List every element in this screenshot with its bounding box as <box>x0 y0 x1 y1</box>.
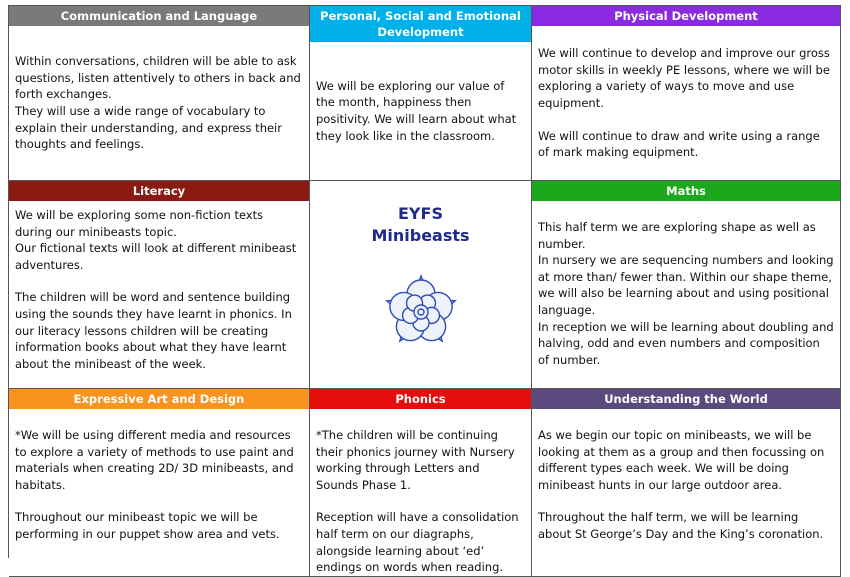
world-cell <box>532 389 841 577</box>
maths-text-1: This half term we are exploring shape as well as number. <box>538 220 816 251</box>
expressive-title: Expressive Art and Design <box>9 389 309 409</box>
phonics-text-1: *The children will be continuing their phonics journey with Nursery working through Letters and Sounds Phase 1. <box>316 428 515 492</box>
literacy-cell <box>9 181 310 389</box>
maths-cell <box>532 181 841 389</box>
communication-body <box>9 26 309 180</box>
pse-cell <box>310 6 532 181</box>
tudor-rose-icon <box>381 271 461 351</box>
communication-text-1: Within conversations, children will be able to ask questions, listen attentively to others in back and forth exchanges. <box>15 54 301 102</box>
communication-text-2: They will use a wide range of vocabulary to explain their understanding, and express their thoughts and feelings. <box>15 104 282 152</box>
expressive-cell <box>9 389 310 577</box>
world-body <box>532 409 840 576</box>
literacy-text-2: Our fictional texts will look at different minibeast adventures. <box>15 241 297 272</box>
physical-title: Physical Development <box>532 6 840 26</box>
expressive-body <box>9 409 309 576</box>
expressive-text-1: *We will be using different media and resources to explore a variety of methods to use paint and materials when creating 2D/ 3D minibeasts, and habitats. <box>15 428 294 492</box>
communication-title: Communication and Language <box>9 6 309 26</box>
phonics-text-2: Reception will have a consolidation half term on our diagraphs, alongside learning about ‘ed’ endings on words when reading. <box>316 510 519 575</box>
physical-text-2: We will continue to draw and write using a range of mark making equipment. <box>538 128 820 160</box>
pse-body <box>310 42 531 180</box>
topic-grid <box>8 5 841 575</box>
pse-title: Personal, Social and Emotional Development <box>310 6 531 42</box>
center-heading <box>371 203 469 247</box>
eyfs-label: EYFS <box>398 204 443 223</box>
maths-title: Maths <box>532 181 840 201</box>
topic-label: Minibeasts <box>371 226 470 245</box>
world-text-1: As we begin our topic on minibeasts, we will be looking at them as a group and then focussing on different types each week. We will be doing minibeast hunts in our large outdoor area. <box>538 428 825 492</box>
physical-text-1: We will continue to develop and improve our gross motor skills in weekly PE lessons, where we will be exploring a variety of ways to move and use equipment. <box>538 46 830 110</box>
literacy-title: Literacy <box>9 181 309 201</box>
maths-text-2: In nursery we are sequencing numbers and looking at more than/ fewer than. Within our shape theme, we will also be learning about and using positional language. <box>538 253 834 317</box>
physical-body <box>532 26 840 180</box>
world-title: Understanding the World <box>532 389 840 409</box>
phonics-body <box>310 409 531 576</box>
literacy-text-1: We will be exploring some non-fiction texts during our minibeasts topic. <box>15 208 264 239</box>
literacy-text-3: The children will be word and sentence building using the sounds they have learnt in phonics. In our literacy lessons children will be creating information books about what they have learnt about the minibeast of the week. <box>15 290 292 371</box>
expressive-text-2: Throughout our minibeast topic we will be performing in our puppet show area and vets. <box>15 510 280 541</box>
maths-body <box>532 201 840 388</box>
phonics-title: Phonics <box>310 389 531 409</box>
world-text-2: Throughout the half term, we will be learning about St George’s Day and the King’s coronation. <box>538 510 824 541</box>
maths-text-3: In reception we will be learning about doubling and halving, odd and even numbers and composition of number. <box>538 319 834 367</box>
pse-text-1: We will be exploring our value of the month, happiness then positivity. We will learn about what they look like in the classroom. <box>316 78 517 143</box>
phonics-cell <box>310 389 532 577</box>
literacy-body <box>9 201 309 388</box>
communication-cell <box>9 6 310 181</box>
center-cell <box>310 181 532 389</box>
physical-cell <box>532 6 841 181</box>
